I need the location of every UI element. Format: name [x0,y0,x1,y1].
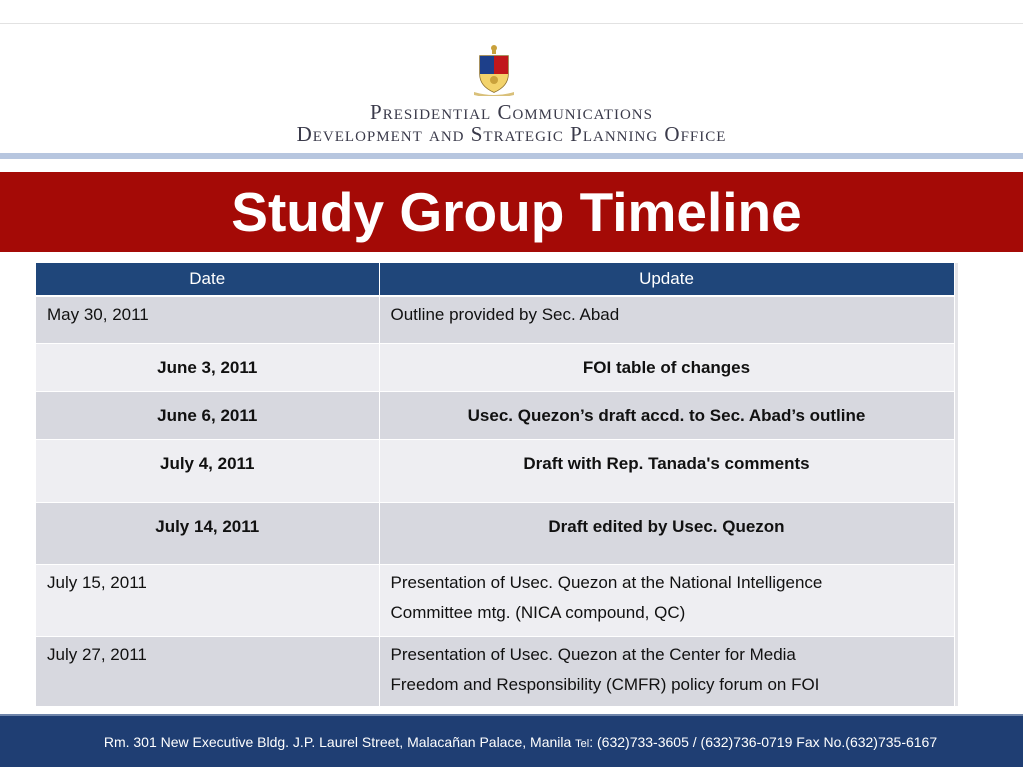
table-row [36,502,954,564]
date-cell: July 4, 2011 [36,439,379,502]
office-line-2: Development and Strategic Planning Office [296,122,727,146]
footer-tel-label: Tel [575,738,590,750]
date-cell: June 6, 2011 [36,391,379,439]
table-row [36,636,954,706]
table-row [36,343,954,391]
table-row [36,296,954,343]
timeline-table [36,263,955,707]
table-row [36,391,954,439]
footer-phone-fax: : (632)733-3605 / (632)736-0719 Fax No.(632)735-6167 [589,734,938,750]
table-row [36,564,954,636]
date-cell: June 3, 2011 [36,343,379,391]
update-cell: Usec. Quezon’s draft accd. to Sec. Abad’s outline [379,391,954,439]
header-rule [0,153,1023,159]
date-cell: July 15, 2011 [36,564,379,636]
date-cell: May 30, 2011 [36,296,379,343]
top-divider [0,23,1023,24]
header-date: Date [36,263,379,296]
office-line-1: Presidential Communications [370,100,653,124]
table-header-row [36,263,954,296]
page-title: Study Group Timeline [231,181,802,243]
table-row [36,439,954,502]
update-cell: FOI table of changes [379,343,954,391]
date-cell: July 27, 2011 [36,636,379,706]
update-cell: Outline provided by Sec. Abad [379,296,954,343]
update-cell: Presentation of Usec. Quezon at the National Intelligence Committee mtg. (NICA compound, QC) [379,564,954,636]
table-shadow [954,263,958,706]
date-cell: July 14, 2011 [36,502,379,564]
update-cell: Draft edited by Usec. Quezon [379,502,954,564]
update-cell: Presentation of Usec. Quezon at the Center for Media Freedom and Responsibility (CMFR) policy forum on FOI [379,636,954,706]
header-update: Update [379,263,954,296]
footer-contact [0,734,1023,750]
presidential-seal-icon [470,42,518,96]
footer-address: Rm. 301 New Executive Bldg. J.P. Laurel Street, Malacañan Palace, Manila [103,734,572,750]
update-cell: Draft with Rep. Tanada's comments [379,439,954,502]
